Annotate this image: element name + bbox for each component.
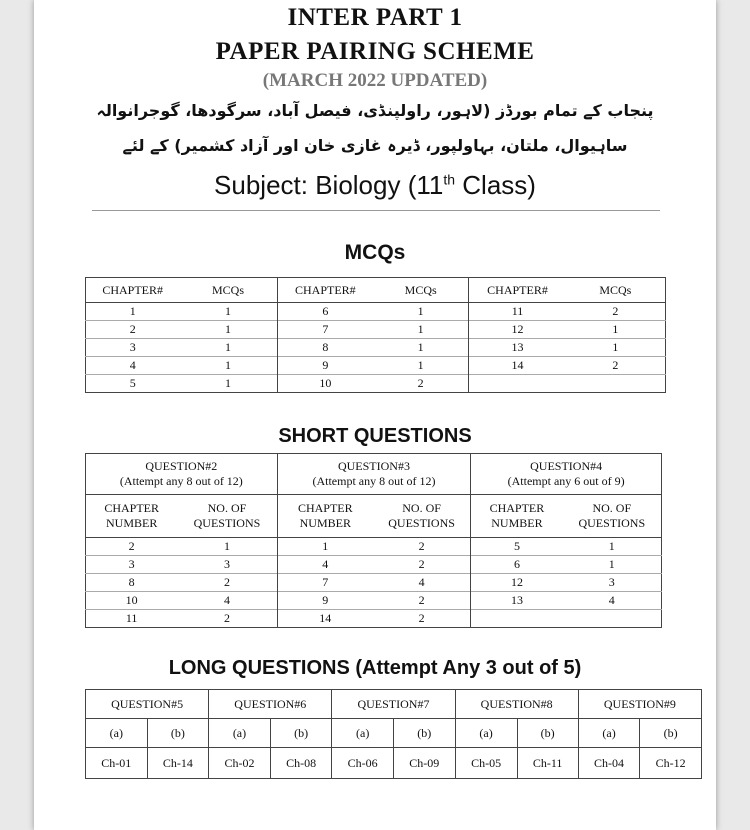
short-cell: 7 [277,574,373,592]
question-4-header [471,454,662,495]
mcq-cell: 8 [277,339,373,357]
short-cell: 4 [563,592,662,610]
part-label: (a) [455,719,517,748]
question-2-header [86,454,278,495]
mcq-cell: 6 [277,303,373,321]
short-cell: 3 [177,556,277,574]
no-of-questions-header [563,495,662,538]
chapter-cell: Ch-12 [640,748,702,779]
question-6-header: QUESTION#6 [209,690,332,719]
table-row [86,538,662,556]
short-cell: 13 [471,592,563,610]
question-8-header: QUESTION#8 [455,690,578,719]
question-label: QUESTION#3 [337,459,410,473]
short-cell: 1 [277,538,373,556]
long-questions-table [85,689,702,779]
part-label: (a) [86,719,148,748]
mcq-cell: 9 [277,357,373,375]
table-row [86,357,666,375]
no-of-questions-header [373,495,471,538]
short-cell: 6 [471,556,563,574]
mcq-cell: 13 [469,339,566,357]
short-cell: 11 [86,610,178,628]
mcq-cell: 2 [566,303,666,321]
table-row [86,592,662,610]
short-cell: 2 [177,574,277,592]
chapter-cell: Ch-05 [455,748,517,779]
header-text: QUESTIONS [578,516,646,530]
attempt-label: (Attempt any 8 out of 12) [312,474,436,488]
mcq-header-cell: CHAPTER# [469,278,566,303]
short-cell: 2 [86,538,178,556]
chapter-cell: Ch-14 [147,748,209,779]
short-cell: 2 [177,610,277,628]
table-row [86,303,666,321]
mcq-cell: 5 [86,375,180,393]
chapter-cell: Ch-11 [517,748,578,779]
chapter-cell: Ch-04 [578,748,640,779]
short-cell: 1 [177,538,277,556]
mcq-cell: 1 [373,303,469,321]
mcq-cell: 3 [86,339,180,357]
header-text: CHAPTER [297,501,353,515]
mcq-table [85,277,666,393]
short-cell [471,610,563,628]
mcq-cell: 1 [179,339,277,357]
chapter-cell: Ch-06 [332,748,394,779]
short-cell: 4 [177,592,277,610]
mcq-section-title: MCQs [344,241,406,264]
mcq-cell: 1 [566,321,666,339]
chapter-number-header [86,495,178,538]
subject-line [34,170,716,201]
mcq-cell: 1 [373,339,469,357]
short-cell: 5 [471,538,563,556]
chapter-cell: Ch-01 [86,748,148,779]
question-7-header: QUESTION#7 [332,690,455,719]
question-label: QUESTION#4 [530,459,603,473]
part-label: (b) [640,719,702,748]
header-title-2: PAPER PAIRING SCHEME [215,38,535,65]
header-title-1: INTER PART 1 [287,4,463,31]
subject-prefix: Subject: Biology (11 [214,170,444,200]
short-question-header-row [86,454,662,495]
mcq-header-cell: MCQs [179,278,277,303]
mcq-cell: 1 [566,339,666,357]
short-cell: 1 [563,538,662,556]
mcq-header-row [86,278,666,303]
mcq-cell: 1 [373,321,469,339]
attempt-label: (Attempt any 8 out of 12) [119,474,243,488]
short-cell: 9 [277,592,373,610]
short-cell: 3 [86,556,178,574]
header-text: QUESTIONS [388,516,455,530]
mcq-cell [469,375,566,393]
header-text: NUMBER [299,516,351,530]
header-text: QUESTIONS [193,516,261,530]
mcq-cell: 4 [86,357,180,375]
mcq-cell: 1 [86,303,180,321]
short-cell: 2 [373,592,471,610]
subject-superscript: th [443,171,456,188]
short-cell: 1 [563,556,662,574]
mcq-cell: 14 [469,357,566,375]
long-question-parts-row [86,719,702,748]
mcq-header-cell: MCQs [373,278,469,303]
part-label: (b) [393,719,455,748]
attempt-label: (Attempt any 6 out of 9) [507,474,625,488]
mcq-cell: 2 [373,375,469,393]
part-label: (b) [270,719,332,748]
header-text: NUMBER [491,516,543,530]
urdu-boards-line-2: ساہیوال، ملتان، بہاولپور، ڈیرہ غازی خان اور آزاد کشمیر) کے لئے [122,136,628,155]
mcq-cell: 1 [179,303,277,321]
mcq-header-cell: CHAPTER# [86,278,180,303]
chapter-cell: Ch-08 [270,748,332,779]
mcq-cell: 2 [86,321,180,339]
question-9-header: QUESTION#9 [578,690,701,719]
part-label: (b) [517,719,578,748]
urdu-boards-line-1: پنجاب کے تمام بورڈز (لاہور، راولپنڈی، فیصل آباد، سرگودھا، گوجرانوالہ [96,101,654,120]
header-text: NO. OF [207,501,247,515]
mcq-cell: 10 [277,375,373,393]
table-row [86,321,666,339]
long-question-header-row [86,690,702,719]
mcq-cell: 1 [373,357,469,375]
header-text: NO. OF [402,501,441,515]
mcq-cell: 1 [179,321,277,339]
chapter-number-header [471,495,563,538]
mcq-cell: 2 [566,357,666,375]
short-questions-title: SHORT QUESTIONS [278,425,472,447]
question-3-header [277,454,471,495]
table-row [86,339,666,357]
short-cell: 14 [277,610,373,628]
part-label: (a) [332,719,394,748]
long-question-chapters-row [86,748,702,779]
header-subtitle: (MARCH 2022 UPDATED) [262,70,488,91]
mcq-header-cell: CHAPTER# [277,278,373,303]
short-cell: 12 [471,574,563,592]
chapter-number-header [277,495,373,538]
table-row [86,375,666,393]
short-column-header-row [86,495,662,538]
mcq-cell: 7 [277,321,373,339]
short-cell: 3 [563,574,662,592]
short-cell: 2 [373,538,471,556]
mcq-cell: 12 [469,321,566,339]
header-text: CHAPTER [489,501,545,515]
part-label: (a) [209,719,271,748]
part-label: (b) [147,719,209,748]
header-text: CHAPTER [104,501,159,515]
document-page [34,0,716,830]
table-row [86,610,662,628]
mcq-cell: 1 [179,375,277,393]
short-cell: 2 [373,556,471,574]
mcq-header-cell: MCQs [566,278,666,303]
mcq-cell: 1 [179,357,277,375]
short-cell [563,610,662,628]
short-cell: 4 [277,556,373,574]
chapter-cell: Ch-09 [393,748,455,779]
no-of-questions-header [177,495,277,538]
table-row [86,574,662,592]
header-text: NO. OF [592,501,632,515]
short-cell: 10 [86,592,178,610]
short-questions-table [85,453,662,628]
short-cell: 4 [373,574,471,592]
subject-suffix: Class) [455,170,536,200]
short-cell: 8 [86,574,178,592]
table-row [86,556,662,574]
question-label: QUESTION#2 [145,459,218,473]
part-label: (a) [578,719,640,748]
mcq-cell [566,375,666,393]
mcq-cell: 11 [469,303,566,321]
chapter-cell: Ch-02 [209,748,271,779]
header-text: NUMBER [105,516,158,530]
question-5-header: QUESTION#5 [86,690,209,719]
long-questions-title: LONG QUESTIONS (Attempt Any 3 out of 5) [168,657,582,679]
header-divider [92,210,660,211]
short-cell: 2 [373,610,471,628]
